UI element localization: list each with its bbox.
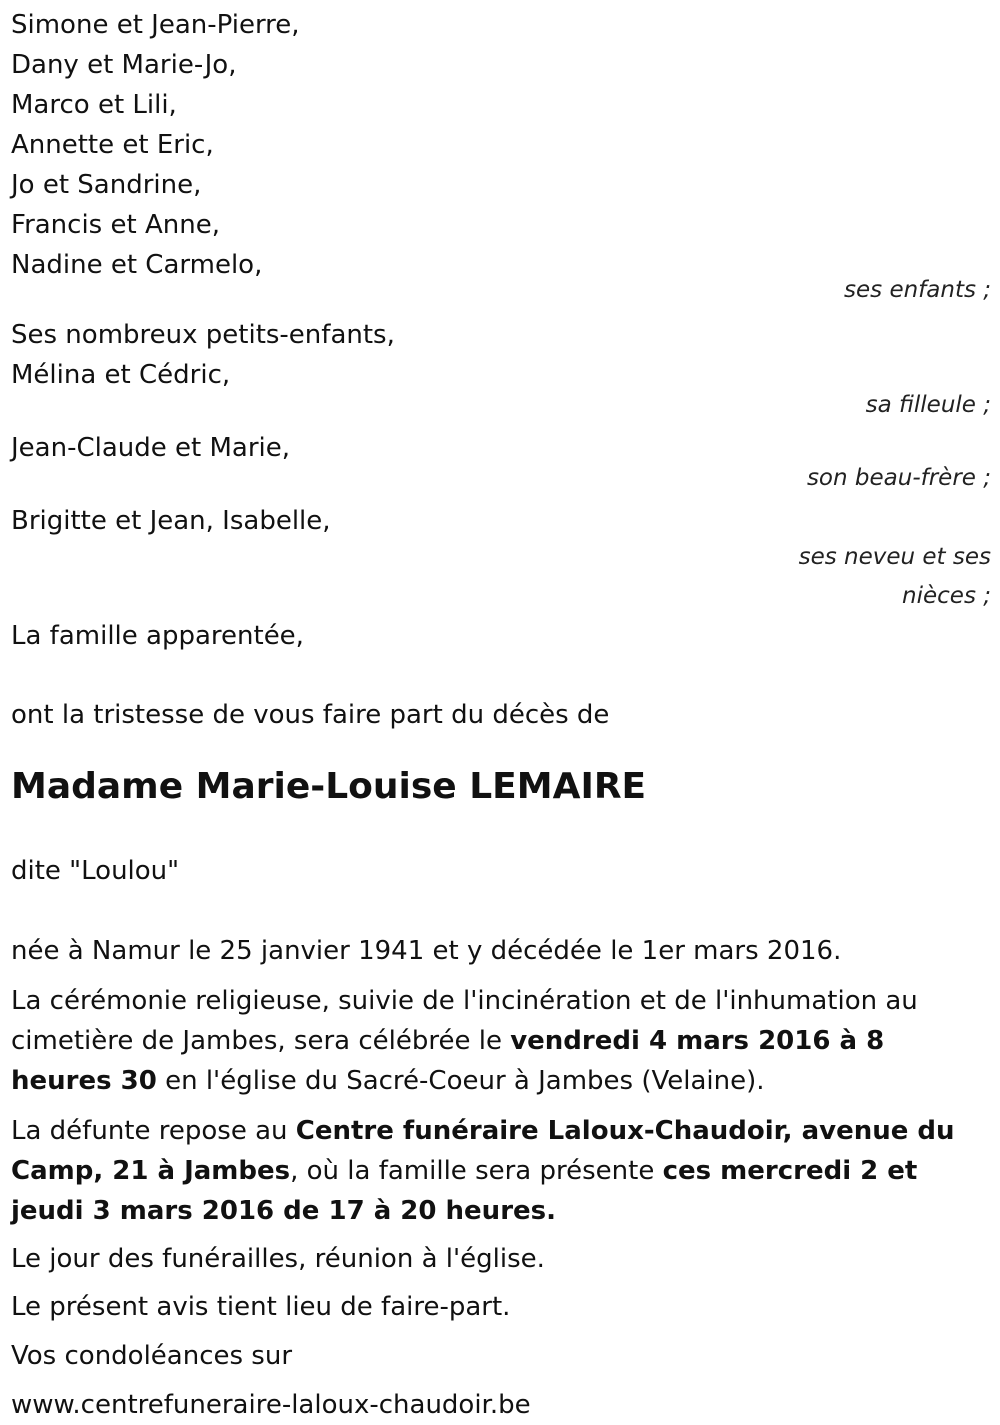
children-list bbox=[11, 0, 991, 285]
announcement: ont la tristesse de vous faire part du décès de bbox=[11, 700, 610, 730]
rest-text-2: , où la famille sera présente bbox=[290, 1156, 663, 1186]
list-item: Marco et Lili, bbox=[11, 90, 177, 120]
brother-in-law-role: son beau-frère ; bbox=[806, 465, 991, 491]
ceremony-date: vendredi 4 mars 2016 à 8 heures 30 bbox=[11, 1026, 885, 1096]
list-item: Dany et Marie-Jo, bbox=[11, 50, 237, 80]
family: La famille apparentée, bbox=[11, 621, 304, 651]
list-item: Annette et Eric, bbox=[11, 130, 214, 160]
rest-paragraph bbox=[11, 1111, 991, 1231]
list-item: Nadine et Carmelo, bbox=[11, 250, 263, 280]
nephews-role bbox=[11, 538, 991, 616]
nephews-role-line2: nièces ; bbox=[902, 583, 991, 609]
funeral-day: Le jour des funérailles, réunion à l'église. bbox=[11, 1244, 545, 1274]
brother-in-law: Jean-Claude et Marie, bbox=[11, 433, 291, 463]
list-item: Simone et Jean-Pierre, bbox=[11, 10, 300, 40]
goddaughter-role: sa filleule ; bbox=[865, 392, 991, 418]
funeral-home: Centre funéraire Laloux-Chaudoir, avenue du Camp, 21 à Jambes bbox=[11, 1116, 955, 1186]
ceremony-text: La cérémonie religieuse, suivie de l'incinération et de l'inhumation au cimetière de Jambes, sera célébrée le bbox=[11, 986, 918, 1056]
rest-text: La défunte repose au bbox=[11, 1116, 296, 1146]
deceased-name: Madame Marie-Louise LEMAIRE bbox=[11, 766, 647, 807]
list-item: Jo et Sandrine, bbox=[11, 170, 202, 200]
nickname: dite "Loulou" bbox=[11, 856, 180, 886]
nephews: Brigitte et Jean, Isabelle, bbox=[11, 506, 331, 536]
grandchildren: Ses nombreux petits-enfants, bbox=[11, 320, 395, 350]
ceremony-location: en l'église du Sacré-Coeur à Jambes (Velaine). bbox=[156, 1066, 765, 1096]
notice: Le présent avis tient lieu de faire-part. bbox=[11, 1292, 511, 1322]
website-link[interactable]: www.centrefuneraire-laloux-chaudoir.be bbox=[11, 1390, 531, 1420]
goddaughter: Mélina et Cédric, bbox=[11, 360, 231, 390]
nephews-role-line1: ses neveu et ses bbox=[798, 544, 991, 570]
birth-death: née à Namur le 25 janvier 1941 et y décédée le 1er mars 2016. bbox=[11, 936, 842, 966]
visitation-dates: ces mercredi 2 et jeudi 3 mars 2016 de 17 à 20 heures. bbox=[11, 1156, 918, 1226]
children-role: ses enfants ; bbox=[844, 277, 991, 303]
list-item: Francis et Anne, bbox=[11, 210, 220, 240]
condolences: Vos condoléances sur bbox=[11, 1341, 293, 1371]
obituary-notice bbox=[11, 0, 991, 1425]
ceremony-paragraph bbox=[11, 981, 991, 1101]
